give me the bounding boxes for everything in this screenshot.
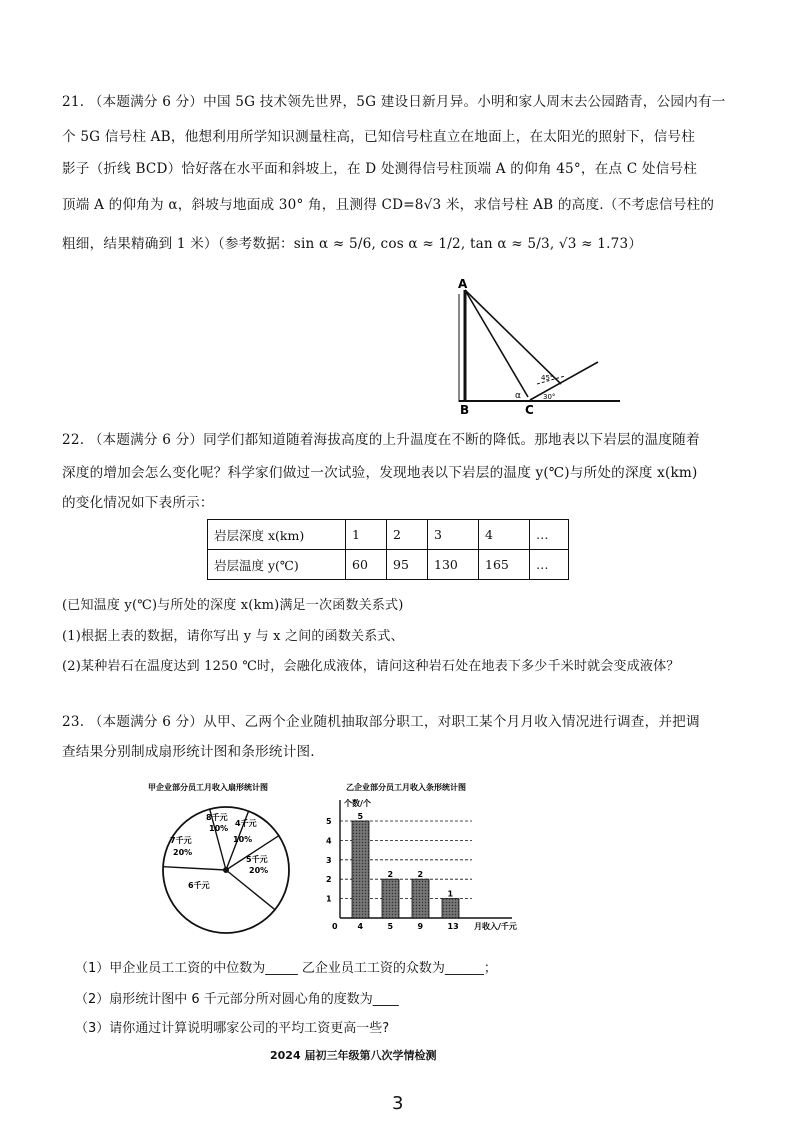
bar-chart bbox=[322, 778, 532, 938]
table-cell: 165 bbox=[479, 550, 530, 580]
y-tick-label: 1 bbox=[326, 894, 332, 904]
table-cell: 3 bbox=[428, 520, 479, 550]
bar bbox=[442, 899, 459, 918]
q21-line-5: 粗细，结果精确到 1 米）（参考数据：sin α ≈ 5/6, cos α ≈ 1/2, tan α ≈ 5/3, √3 ≈ 1.73） bbox=[62, 236, 643, 252]
x-tick-label: 4 bbox=[357, 922, 364, 931]
q23-sub3: （3）请你通过计算说明哪家公司的平均工资更高一些? bbox=[75, 1021, 390, 1036]
pie-label-6k: 6千元 bbox=[188, 881, 210, 890]
table-cell: 岩层深度 x(km) bbox=[208, 520, 346, 550]
pie-label-5k: 5千元 bbox=[246, 855, 268, 864]
bar-value-label: 1 bbox=[447, 889, 454, 899]
label-A: A bbox=[458, 277, 468, 291]
q22-sub2: (2)某种岩石在温度达到 1250 ℃时，会融化成液体，请问这种岩石处在地表下多少千米时就会变成液体？ bbox=[62, 659, 680, 674]
bar-title: 乙企业部分员工月收入条形统计图 bbox=[346, 783, 466, 792]
page-number: 3 bbox=[392, 1093, 404, 1114]
label-45: 45° bbox=[541, 374, 554, 382]
pie-pct-4k: 10% bbox=[233, 835, 253, 844]
x-tick-label: 9 bbox=[417, 922, 424, 931]
footer-text: 2024 届初三年级第八次学情检测 bbox=[270, 1049, 437, 1062]
bar-ylabel: 个数/个 bbox=[344, 799, 371, 808]
bar bbox=[382, 879, 399, 918]
bar-xlabel: 月收入/千元 bbox=[474, 922, 517, 931]
pie-chart bbox=[140, 778, 310, 938]
q22-line-2: 深度的增加会怎么变化呢？科学家们做过一次试验，发现地表以下岩层的温度 y(℃)与所处的深度 x(km) bbox=[62, 465, 698, 481]
x-tick-label: 13 bbox=[447, 922, 459, 931]
q21-line-3: 影子（折线 BCD）恰好落在水平面和斜坡上，在 D 处测得信号柱顶端 A 的仰角 45°，在点 C 处信号柱 bbox=[62, 161, 698, 177]
pie-label-7k: 7千元 bbox=[170, 836, 192, 845]
label-30: 30° bbox=[543, 393, 556, 401]
pie-pct-5k: 20% bbox=[249, 866, 269, 875]
pie-title: 甲企业部分员工月收入扇形统计图 bbox=[148, 783, 268, 792]
label-alpha: α bbox=[515, 391, 521, 401]
pie-label-8k: 8千元 bbox=[206, 813, 228, 822]
q21-line-1: 21. （本题满分 6 分）中国 5G 技术领先世界，5G 建设日新月异。小明和家人周末去公园踏青，公园内有一 bbox=[62, 94, 726, 110]
table-cell: 2 bbox=[387, 520, 428, 550]
q22-line-3: 的变化情况如下表所示： bbox=[62, 495, 214, 511]
q23-line-2: 查结果分别制成扇形统计图和条形统计图. bbox=[62, 744, 315, 760]
label-C: C bbox=[525, 403, 534, 417]
y-tick-label: 2 bbox=[326, 875, 332, 885]
bar-origin: 0 bbox=[332, 922, 338, 931]
pie-slice-boundary bbox=[163, 867, 226, 870]
y-tick-label: 3 bbox=[326, 855, 332, 865]
bar-value-label: 2 bbox=[387, 870, 394, 880]
x-tick-label: 5 bbox=[387, 922, 394, 931]
q22-note: (已知温度 y(℃)与所处的深度 x(km)满足一次函数关系式) bbox=[62, 598, 404, 613]
table-row bbox=[208, 520, 569, 550]
depth-temperature-table bbox=[207, 519, 569, 580]
pie-label-4k: 4千元 bbox=[235, 819, 257, 828]
pie-slice-boundary bbox=[226, 870, 275, 910]
pie-pct-8k: 10% bbox=[209, 824, 229, 833]
y-tick-label: 5 bbox=[326, 817, 332, 826]
y-tick-label: 4 bbox=[326, 836, 332, 846]
bar bbox=[412, 879, 429, 918]
q22-sub1: (1)根据上表的数据，请你写出 y 与 x 之间的函数关系式、 bbox=[62, 629, 404, 644]
table-cell: 60 bbox=[346, 550, 387, 580]
q23-line-1: 23. （本题满分 6 分）从甲、乙两个企业随机抽取部分职工，对职工某个月月收入情况进行调查，并把调 bbox=[62, 714, 700, 730]
q23-sub1: （1）甲企业员工工资的中位数为_____ 乙企业员工工资的众数为______； bbox=[75, 961, 497, 976]
table-cell: 1 bbox=[346, 520, 387, 550]
q21-figure bbox=[445, 272, 635, 418]
table-cell: 4 bbox=[479, 520, 530, 550]
q21-line-4: 顶端 A 的仰角为 α，斜坡与地面成 30° 角，且测得 CD=8√3 米，求信号柱 AB 的高度.（不考虑信号柱的 bbox=[62, 197, 715, 213]
bar-value-label: 2 bbox=[417, 870, 424, 880]
table-cell: 岩层温度 y(℃) bbox=[208, 550, 346, 580]
bar bbox=[352, 821, 369, 918]
table-cell: … bbox=[530, 520, 569, 550]
label-B: B bbox=[460, 403, 470, 417]
bar-value-label: 5 bbox=[357, 812, 364, 821]
q21-line-2: 个 5G 信号柱 AB，他想利用所学知识测量柱高，已知信号柱直立在地面上，在太阳光的照射下，信号柱 bbox=[62, 129, 696, 145]
q22-line-1: 22. （本题满分 6 分）同学们都知道随着海拔高度的上升温度在不断的降低。那地表以下岩层的温度随着 bbox=[62, 432, 700, 448]
table-cell: 130 bbox=[428, 550, 479, 580]
pie-pct-7k: 20% bbox=[173, 848, 193, 857]
q23-sub2: （2）扇形统计图中 6 千元部分所对圆心角的度数为____ bbox=[75, 992, 399, 1007]
table-cell: … bbox=[530, 550, 569, 580]
table-cell: 95 bbox=[387, 550, 428, 580]
table-row bbox=[208, 550, 569, 580]
